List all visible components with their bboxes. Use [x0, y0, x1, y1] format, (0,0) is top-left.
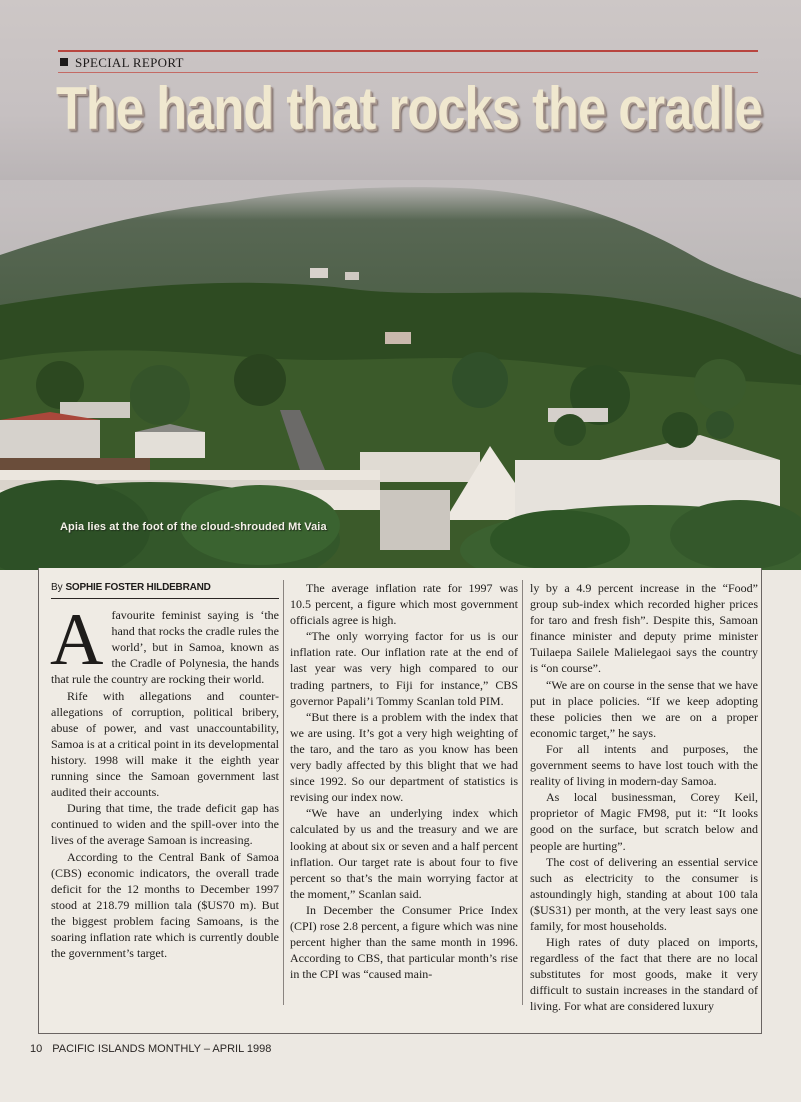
paragraph: ly by a 4.9 percent increase in the “Food” group sub-index which recorded higher prices for taro and fresh fish”. Despite this, Samoan finance minister and deputy prime minister Tuilaepa Sailele Malielegaoi says the country is “on course”. [530, 581, 758, 676]
article-column-1 [51, 580, 279, 961]
header-rule [58, 50, 758, 52]
page-number: 10 [30, 1043, 43, 1055]
paragraph: In December the Consumer Price Index (CPI) rose 2.8 percent, a figure which was nine percent higher than the same month in 1996. According to CBS, that particular month’s rise in the CPI was “caused main- [290, 902, 518, 982]
paragraph: “But there is a problem with the index that we are using. It’s got a very high weighting of the taro, and the taro as you know has been very badly affected by this blight that we had since 1992. So our department of statistics is revising our index now. [290, 709, 518, 805]
apia-landscape-illustration [0, 180, 801, 570]
article-headline: The hand that rocks the cradle [56, 75, 762, 142]
cover-photo [0, 180, 801, 570]
paragraph: The cost of delivering an essential service such as electricity to the consumer is astoundingly high, standing at about 100 tala ($US31) per month, at the very least says one family, for most households. [530, 854, 758, 933]
paragraph: Rife with allegations and counter-allegations of corruption, political bribery, abuse of power, and vast unaccountability, Samoa is at a critical point in its developmental history. 1998 will make it the eighth year running since the Samoan government last audited their accounts. [51, 688, 279, 800]
author-name: SOPHIE FOSTER HILDEBRAND [65, 582, 211, 593]
column-divider [522, 580, 523, 1005]
square-bullet-icon [60, 58, 68, 66]
paragraph: As local businessman, Corey Keil, proprietor of Magic FM98, put it: “It looks good on the surface, but scratch below and people are hurting”. [530, 790, 758, 853]
drop-cap: A [50, 599, 104, 682]
column-divider [283, 580, 284, 1005]
paragraph: “We are on course in the sense that we have put in place policies. “If we keep adopting these policies then we are on a proper economic target,” he says. [530, 677, 758, 740]
paragraph: According to the Central Bank of Samoa (CBS) economic indicators, the overall trade deficit for the 12 months to December 1997 stood at 218.79 million tala ($US70 m). But the biggest problem facing Samoans, is the soaring inflation rate which is currently double the government’s target. [51, 849, 279, 961]
paragraph: “The only worrying factor for us is our inflation rate. Our inflation rate at the end of last year was very high compared to our trading partners, to Fiji for instance,” CBS governor Papali’i Tommy Scanlan told PIM. [290, 629, 518, 708]
page-footer [30, 1043, 271, 1055]
section-label [60, 55, 184, 71]
lead-paragraph-text: favourite feminist saying is ‘the hand that rocks the cradle rules the world’, but in Samoa, known as the Cradle of Polynesia, the hands that rule the country are rocking their world. [51, 608, 279, 687]
paragraph: The average inflation rate for 1997 was 10.5 percent, a figure which most government officials agree is high. [290, 581, 518, 628]
article-column-2 [290, 580, 518, 982]
paragraph: High rates of duty placed on imports, regardless of the fact that there are no local substitutes for most goods, make it very difficult to sustain increases in the standard of living. For what are considered luxury [530, 935, 758, 1014]
byline-prefix: By [51, 582, 63, 593]
photo-caption: Apia lies at the foot of the cloud-shrouded Mt Vaia [60, 521, 327, 533]
article-column-3 [530, 580, 758, 1015]
section-label-text: SPECIAL REPORT [75, 55, 184, 70]
lead-paragraph [50, 599, 279, 687]
paragraph: During that time, the trade deficit gap has continued to widen and the spill-over into the lives of the average Samoan is increasing. [51, 801, 279, 848]
publication-line: PACIFIC ISLANDS MONTHLY – APRIL 1998 [52, 1043, 272, 1055]
paragraph: For all intents and purposes, the government seems to have lost touch with the reality of living in modern-day Samoa. [530, 741, 758, 789]
paragraph: “We have an underlying index which calculated by us and the treasury and we are looking at about six or seven and a half percent inflation. Our target rate is about four to five percent so that’s the main worrying factor at the moment,” Scanlan said. [290, 806, 518, 901]
byline [51, 580, 279, 599]
header-rule-thin [58, 72, 758, 73]
